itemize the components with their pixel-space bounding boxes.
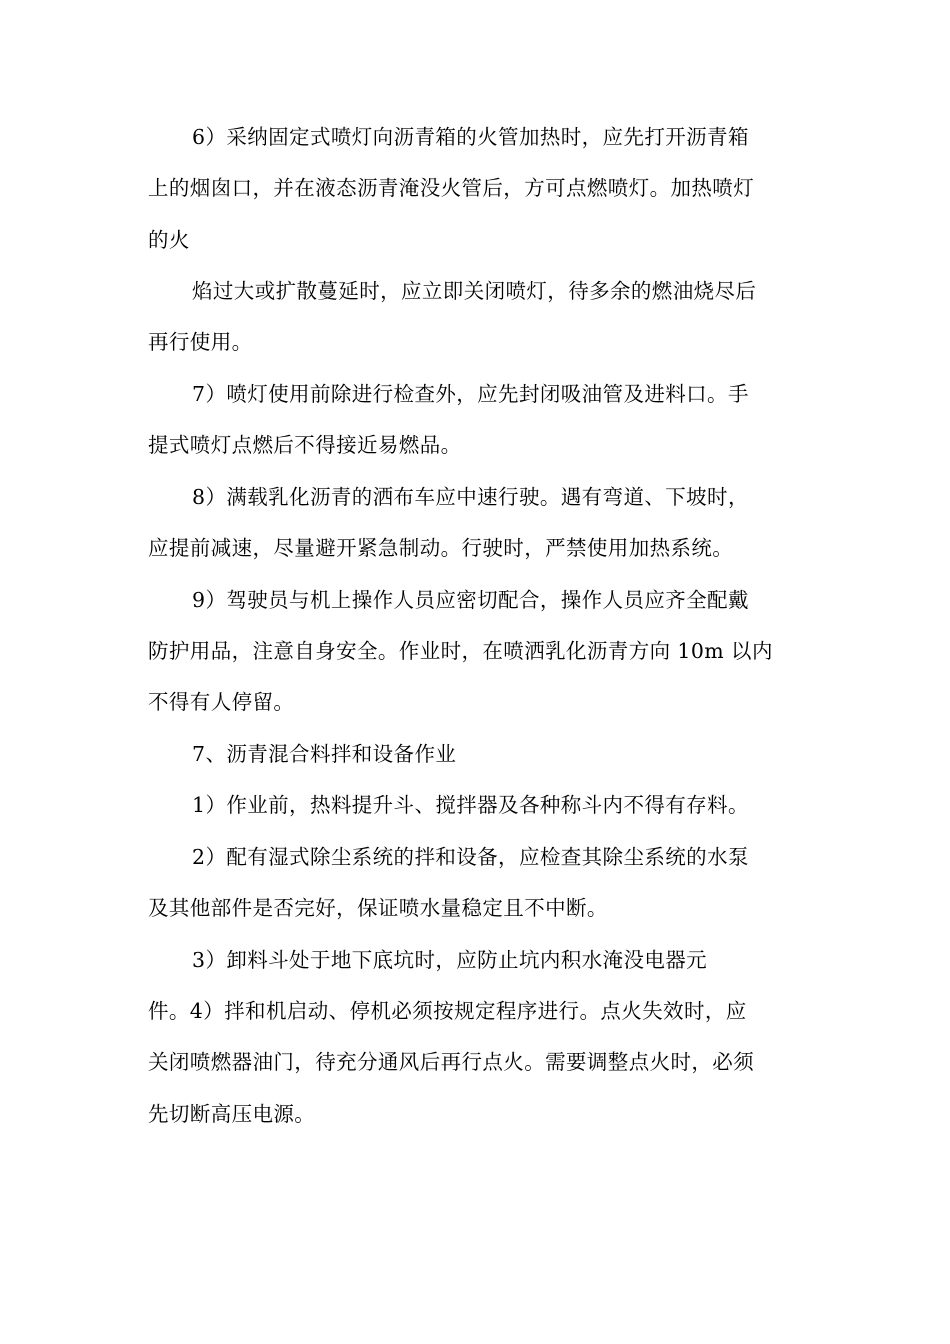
text-line: 上的烟囱口，并在液态沥青淹没火管后，方可点燃喷灯。加热喷灯 <box>148 176 755 200</box>
text-line: 7）喷灯使用前除进行检查外，应先封闭吸油管及进料口。手 <box>192 382 749 406</box>
section-heading: 7、沥青混合料拌和设备作业 <box>192 742 457 766</box>
text-line: 的火 <box>148 228 190 252</box>
text-line: 3）卸料斗处于地下底坑时，应防止坑内积水淹没电器元 <box>192 948 708 972</box>
text-line: 1）作业前，热料提升斗、搅拌器及各种称斗内不得有存料。 <box>192 793 749 817</box>
text-line: 提式喷灯点燃后不得接近易燃品。 <box>148 433 462 457</box>
text-line: 应提前减速，尽量避开紧急制动。行驶时，严禁使用加热系统。 <box>148 536 734 560</box>
text-line: 关闭喷燃器油门，待充分通风后再行点火。需要调整点火时，必须 <box>148 1050 755 1074</box>
text-line: 9）驾驶员与机上操作人员应密切配合，操作人员应齐全配戴 <box>192 588 749 612</box>
text-line: 不得有人停留。 <box>148 690 295 714</box>
text-line: 2）配有湿式除尘系统的拌和设备，应检查其除尘系统的水泵 <box>192 845 749 869</box>
text-line: 再行使用。 <box>148 330 253 354</box>
text-line: 件。4）拌和机启动、停机必须按规定程序进行。点火失效时，应 <box>148 999 747 1023</box>
text-line: 及其他部件是否完好，保证喷水量稳定且不中断。 <box>148 896 608 920</box>
text-line: 8）满载乳化沥青的洒布车应中速行驶。遇有弯道、下坡时， <box>192 485 749 509</box>
text-line: 先切断高压电源。 <box>148 1102 316 1126</box>
text-line: 防护用品，注意自身安全。作业时，在喷洒乳化沥青方向 10m 以内 <box>148 639 773 663</box>
text-line: 6）采纳固定式喷灯向沥青箱的火管加热时，应先打开沥青箱 <box>192 125 749 149</box>
text-line: 焰过大或扩散蔓延时，应立即关闭喷灯，待多余的燃油烧尽后 <box>192 279 757 303</box>
